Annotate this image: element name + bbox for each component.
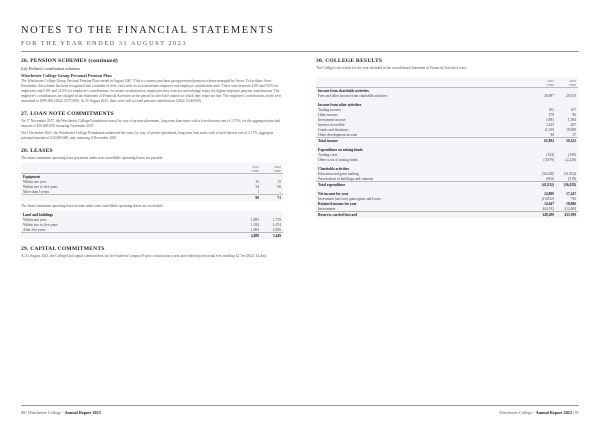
college-results-table-box: [316, 77, 578, 218]
equipment-col-2023: 2023 £'000: [239, 164, 261, 174]
equipment-col-2022: 2022 £'000: [261, 164, 283, 174]
college-results-intro: The College's net results for the year included in the consolidated Statement of Financial Activities were:: [316, 66, 468, 70]
table-row: Income from other activities: [318, 102, 362, 107]
footer-left-page: 88: [21, 410, 26, 415]
table-row: Total income 65,892 50,222: [318, 138, 576, 143]
table-row: Within two to five years 54 56: [23, 184, 281, 189]
table-row: Education and grant making (36,438) (31,924): [318, 171, 576, 176]
results-col-2023: 2023 £'000: [534, 78, 556, 88]
footer-left: 88 | Winchester College - Annual Report 2023: [21, 410, 101, 415]
table-row: Trading costs (123) (109): [318, 152, 576, 157]
results-col-2022: 2022 £'000: [556, 78, 578, 88]
table-row: After five years 1,069 2,056: [23, 227, 281, 232]
college-results-title: 30. COLLEGE RESULTS: [316, 58, 383, 64]
table-row: Within one year 35 15: [23, 179, 281, 184]
table-row: Other income 278 96: [318, 112, 576, 117]
loan-paragraph-2: On 4 December 2021, the Winchester College Foundation authorised the issue, by way of private placement, long term loan notes with a fixed interest rate of 2.17%, aggregate principal amount of £25,000,000, and, maturing 6 December 2061.: [21, 131, 274, 140]
lease-intro: The future minimum operating lease payments under non-cancellable operating leases are payable:: [21, 156, 164, 160]
land-total-row: 4,888 5,449: [21, 233, 283, 239]
equipment-total-row: 90 71: [21, 195, 283, 201]
capital-title: 29. CAPITAL COMMITMENTS: [21, 246, 105, 252]
table-row: Investment (net loss) gains/gains and losses (10,852) 756: [318, 196, 576, 201]
table-row: Charitable activities: [318, 166, 350, 171]
pension-scheme-heading: Winchester College Group Personal Pension Plan: [21, 73, 112, 78]
pension-paragraph: The Winchester College Group Personal Pension Plan started in August 2007. This is a money purchase group personal pension scheme managed by Aviva. To facilitate Auto-Enrolment, this scheme has been recognised into a number of tiers, each with its own minimum employee and employer contribution rates. These vary between 4.0% and 9.0% for employees and 5.0% and 21.0% for employer's contributions. In certain circumstances, employees may exercise an exchange salary for higher employer pension contributions. The employer's contributions are charged in the Statement of Financial Activities in the period in which the salaries to which they relate are due. The employer's contributions in the year amounted to £589,000 (2022: £575,000). At 31 August 2023, there were still accrued pension contributions (2022: £540,000).: [21, 79, 281, 103]
table-row: Fees and other income from charitable activities 30,687 29,013: [318, 93, 576, 98]
pension-title: 26. PENSION SCHEMES (continued): [21, 58, 118, 64]
pension-section: [21, 58, 283, 104]
table-row: Reserves carried forward 348,200 433,599: [318, 212, 576, 217]
header-rule: [21, 51, 579, 52]
loan-paragraph-1: On 17 November 2017, the Winchester College Foundation issued, by way of private placement, long term loan notes with a fixed interest rate of 2.75%, for the aggregate principal amount of £50,000,000, maturing November 2047.: [21, 119, 281, 128]
table-row: Retained income for year 14,047 18,606: [318, 201, 576, 206]
land-table: [21, 212, 283, 238]
table-row: Other costs of raising funds (3,879) (2,226): [318, 157, 576, 162]
footer-left-name: Winchester College: [28, 410, 62, 415]
equipment-table: [21, 164, 283, 200]
lease-section: [21, 148, 283, 239]
lease-receivable-intro: The future minimum operating lease income under non-cancellable operating leases are receivable:: [21, 204, 164, 208]
table-row: Other development income 98 37: [318, 132, 576, 137]
land-table-box: [21, 211, 283, 239]
table-row: More than 5 years 1 –: [23, 189, 281, 194]
left-column: [21, 58, 283, 263]
table-row: Investment income 3,893 1,584: [318, 117, 576, 122]
footer-right: Winchester College - Annual Report 2023 | 91: [499, 410, 579, 415]
table-row: Investments 444,193 412,684: [318, 206, 576, 211]
page-subtitle: FOR THE YEAR ENDED 31 AUGUST 2023: [21, 40, 187, 47]
land-heading: Land and buildings: [23, 212, 53, 217]
capital-section: [21, 246, 283, 259]
page-title: NOTES TO THE FINANCIAL STATEMENTS: [21, 25, 275, 36]
table-row: Trading income 102 107: [318, 107, 576, 112]
loan-section: [21, 111, 283, 141]
table-row: Preservation of buildings and contents (892) (518): [318, 176, 576, 181]
table-row: Income from charitable activities: [318, 88, 369, 93]
pension-subtitle: (iii) Defined contribution schemes: [21, 66, 81, 71]
footer-rule: [21, 405, 579, 406]
table-row: Within two to five years 1,924 1,674: [23, 222, 281, 227]
loan-title: 27. LOAN NOTE COMMITMENTS: [21, 111, 114, 117]
table-row: Interest receivable 3,435 207: [318, 122, 576, 127]
footer-right-name: Winchester College: [499, 410, 533, 415]
table-row: Total expenditure (41,832) (36,458): [318, 182, 576, 187]
capital-paragraph: At 31 August 2023, the College had capital commitments for the Southern Campus Project construction works and related professional fees totalling £2.7m (2022: £4.4m).: [21, 254, 268, 258]
footer-right-report: Annual Report 2023: [535, 410, 572, 415]
equipment-table-box: [21, 163, 283, 201]
footer-left-report: Annual Report 2023: [64, 410, 101, 415]
table-row: Within one year 1,895 1,719: [23, 217, 281, 222]
college-results-table: [316, 78, 578, 217]
equipment-heading: Equipment: [23, 174, 41, 179]
table-row: Grants and donations 11,359 18,508: [318, 127, 576, 132]
table-row: Expenditure on raising funds: [318, 147, 363, 152]
right-column: [316, 58, 578, 221]
table-row: Net income for year 24,800 17,247: [318, 191, 576, 196]
footer-right-page: 91: [574, 410, 579, 415]
lease-title: 28. LEASES: [21, 148, 53, 154]
